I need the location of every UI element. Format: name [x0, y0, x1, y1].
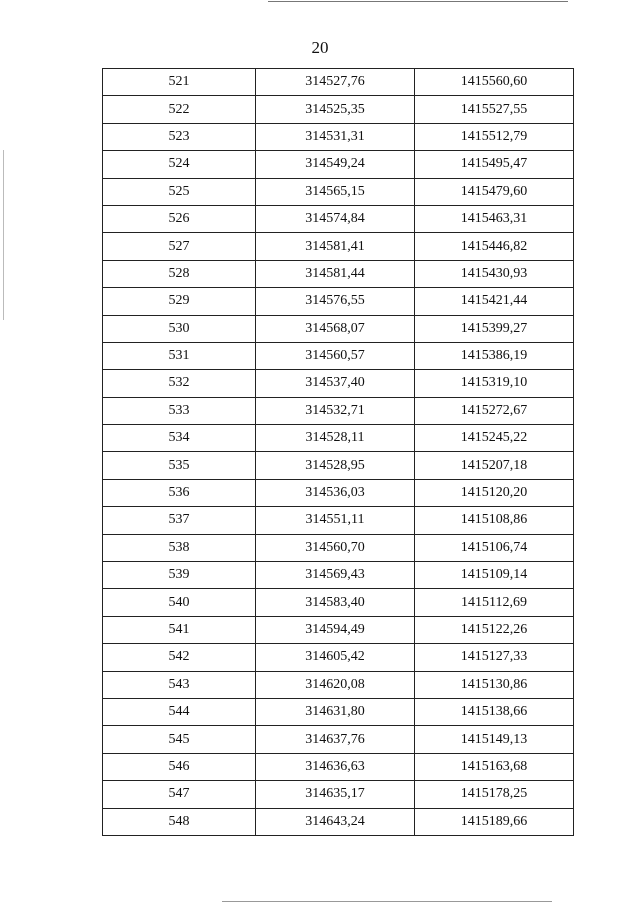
table-row	[103, 342, 574, 369]
table-row	[103, 616, 574, 643]
point-number-cell: 526	[103, 205, 256, 232]
x-coordinate-cell: 314525,35	[256, 96, 415, 123]
table-row	[103, 315, 574, 342]
table-row	[103, 96, 574, 123]
y-coordinate-cell: 1415512,79	[415, 123, 574, 150]
x-coordinate-cell: 314528,11	[256, 425, 415, 452]
coordinates-table-body	[103, 69, 574, 836]
point-number-cell: 538	[103, 534, 256, 561]
table-row	[103, 698, 574, 725]
point-number-cell: 523	[103, 123, 256, 150]
x-coordinate-cell: 314568,07	[256, 315, 415, 342]
y-coordinate-cell: 1415112,69	[415, 589, 574, 616]
table-row	[103, 671, 574, 698]
point-number-cell: 535	[103, 452, 256, 479]
point-number-cell: 543	[103, 671, 256, 698]
table-row	[103, 233, 574, 260]
point-number-cell: 533	[103, 397, 256, 424]
y-coordinate-cell: 1415430,93	[415, 260, 574, 287]
y-coordinate-cell: 1415527,55	[415, 96, 574, 123]
point-number-cell: 527	[103, 233, 256, 260]
y-coordinate-cell: 1415421,44	[415, 288, 574, 315]
y-coordinate-cell: 1415163,68	[415, 753, 574, 780]
point-number-cell: 541	[103, 616, 256, 643]
x-coordinate-cell: 314569,43	[256, 562, 415, 589]
y-coordinate-cell: 1415399,27	[415, 315, 574, 342]
x-coordinate-cell: 314631,80	[256, 698, 415, 725]
point-number-cell: 530	[103, 315, 256, 342]
x-coordinate-cell: 314635,17	[256, 781, 415, 808]
coordinates-table	[102, 68, 574, 836]
table-row	[103, 808, 574, 835]
table-row	[103, 562, 574, 589]
y-coordinate-cell: 1415178,25	[415, 781, 574, 808]
y-coordinate-cell: 1415138,66	[415, 698, 574, 725]
table-row	[103, 123, 574, 150]
y-coordinate-cell: 1415106,74	[415, 534, 574, 561]
y-coordinate-cell: 1415108,86	[415, 507, 574, 534]
table-row	[103, 781, 574, 808]
point-number-cell: 548	[103, 808, 256, 835]
table-row	[103, 534, 574, 561]
y-coordinate-cell: 1415560,60	[415, 69, 574, 96]
x-coordinate-cell: 314551,11	[256, 507, 415, 534]
table-row	[103, 178, 574, 205]
x-coordinate-cell: 314576,55	[256, 288, 415, 315]
table-row	[103, 452, 574, 479]
table-row	[103, 260, 574, 287]
y-coordinate-cell: 1415245,22	[415, 425, 574, 452]
point-number-cell: 531	[103, 342, 256, 369]
point-number-cell: 536	[103, 479, 256, 506]
table-row	[103, 69, 574, 96]
y-coordinate-cell: 1415189,66	[415, 808, 574, 835]
x-coordinate-cell: 314637,76	[256, 726, 415, 753]
x-coordinate-cell: 314605,42	[256, 644, 415, 671]
y-coordinate-cell: 1415463,31	[415, 205, 574, 232]
page-number: 20	[311, 38, 329, 57]
table-row	[103, 370, 574, 397]
y-coordinate-cell: 1415479,60	[415, 178, 574, 205]
table-row	[103, 479, 574, 506]
x-coordinate-cell: 314643,24	[256, 808, 415, 835]
y-coordinate-cell: 1415149,13	[415, 726, 574, 753]
point-number-cell: 539	[103, 562, 256, 589]
x-coordinate-cell: 314574,84	[256, 205, 415, 232]
table-row	[103, 288, 574, 315]
x-coordinate-cell: 314581,44	[256, 260, 415, 287]
y-coordinate-cell: 1415207,18	[415, 452, 574, 479]
table-row	[103, 425, 574, 452]
x-coordinate-cell: 314581,41	[256, 233, 415, 260]
x-coordinate-cell: 314620,08	[256, 671, 415, 698]
x-coordinate-cell: 314549,24	[256, 151, 415, 178]
table-row	[103, 151, 574, 178]
x-coordinate-cell: 314560,57	[256, 342, 415, 369]
x-coordinate-cell: 314565,15	[256, 178, 415, 205]
x-coordinate-cell: 314528,95	[256, 452, 415, 479]
y-coordinate-cell: 1415130,86	[415, 671, 574, 698]
y-coordinate-cell: 1415495,47	[415, 151, 574, 178]
point-number-cell: 522	[103, 96, 256, 123]
y-coordinate-cell: 1415109,14	[415, 562, 574, 589]
point-number-cell: 546	[103, 753, 256, 780]
x-coordinate-cell: 314536,03	[256, 479, 415, 506]
y-coordinate-cell: 1415272,67	[415, 397, 574, 424]
point-number-cell: 524	[103, 151, 256, 178]
point-number-cell: 525	[103, 178, 256, 205]
x-coordinate-cell: 314537,40	[256, 370, 415, 397]
point-number-cell: 537	[103, 507, 256, 534]
table-row	[103, 726, 574, 753]
table-row	[103, 753, 574, 780]
point-number-cell: 529	[103, 288, 256, 315]
point-number-cell: 540	[103, 589, 256, 616]
point-number-cell: 542	[103, 644, 256, 671]
point-number-cell: 547	[103, 781, 256, 808]
table-row	[103, 205, 574, 232]
table-row	[103, 507, 574, 534]
y-coordinate-cell: 1415122,26	[415, 616, 574, 643]
point-number-cell: 532	[103, 370, 256, 397]
point-number-cell: 544	[103, 698, 256, 725]
point-number-cell: 545	[103, 726, 256, 753]
scan-edge-bottom	[222, 901, 552, 902]
scan-edge-left	[3, 150, 4, 320]
y-coordinate-cell: 1415446,82	[415, 233, 574, 260]
x-coordinate-cell: 314560,70	[256, 534, 415, 561]
point-number-cell: 534	[103, 425, 256, 452]
x-coordinate-cell: 314583,40	[256, 589, 415, 616]
table-row	[103, 589, 574, 616]
table-row	[103, 397, 574, 424]
table-row	[103, 644, 574, 671]
x-coordinate-cell: 314531,31	[256, 123, 415, 150]
y-coordinate-cell: 1415319,10	[415, 370, 574, 397]
x-coordinate-cell: 314532,71	[256, 397, 415, 424]
point-number-cell: 521	[103, 69, 256, 96]
x-coordinate-cell: 314594,49	[256, 616, 415, 643]
y-coordinate-cell: 1415127,33	[415, 644, 574, 671]
scan-edge-top	[268, 1, 568, 2]
x-coordinate-cell: 314527,76	[256, 69, 415, 96]
y-coordinate-cell: 1415386,19	[415, 342, 574, 369]
y-coordinate-cell: 1415120,20	[415, 479, 574, 506]
x-coordinate-cell: 314636,63	[256, 753, 415, 780]
point-number-cell: 528	[103, 260, 256, 287]
